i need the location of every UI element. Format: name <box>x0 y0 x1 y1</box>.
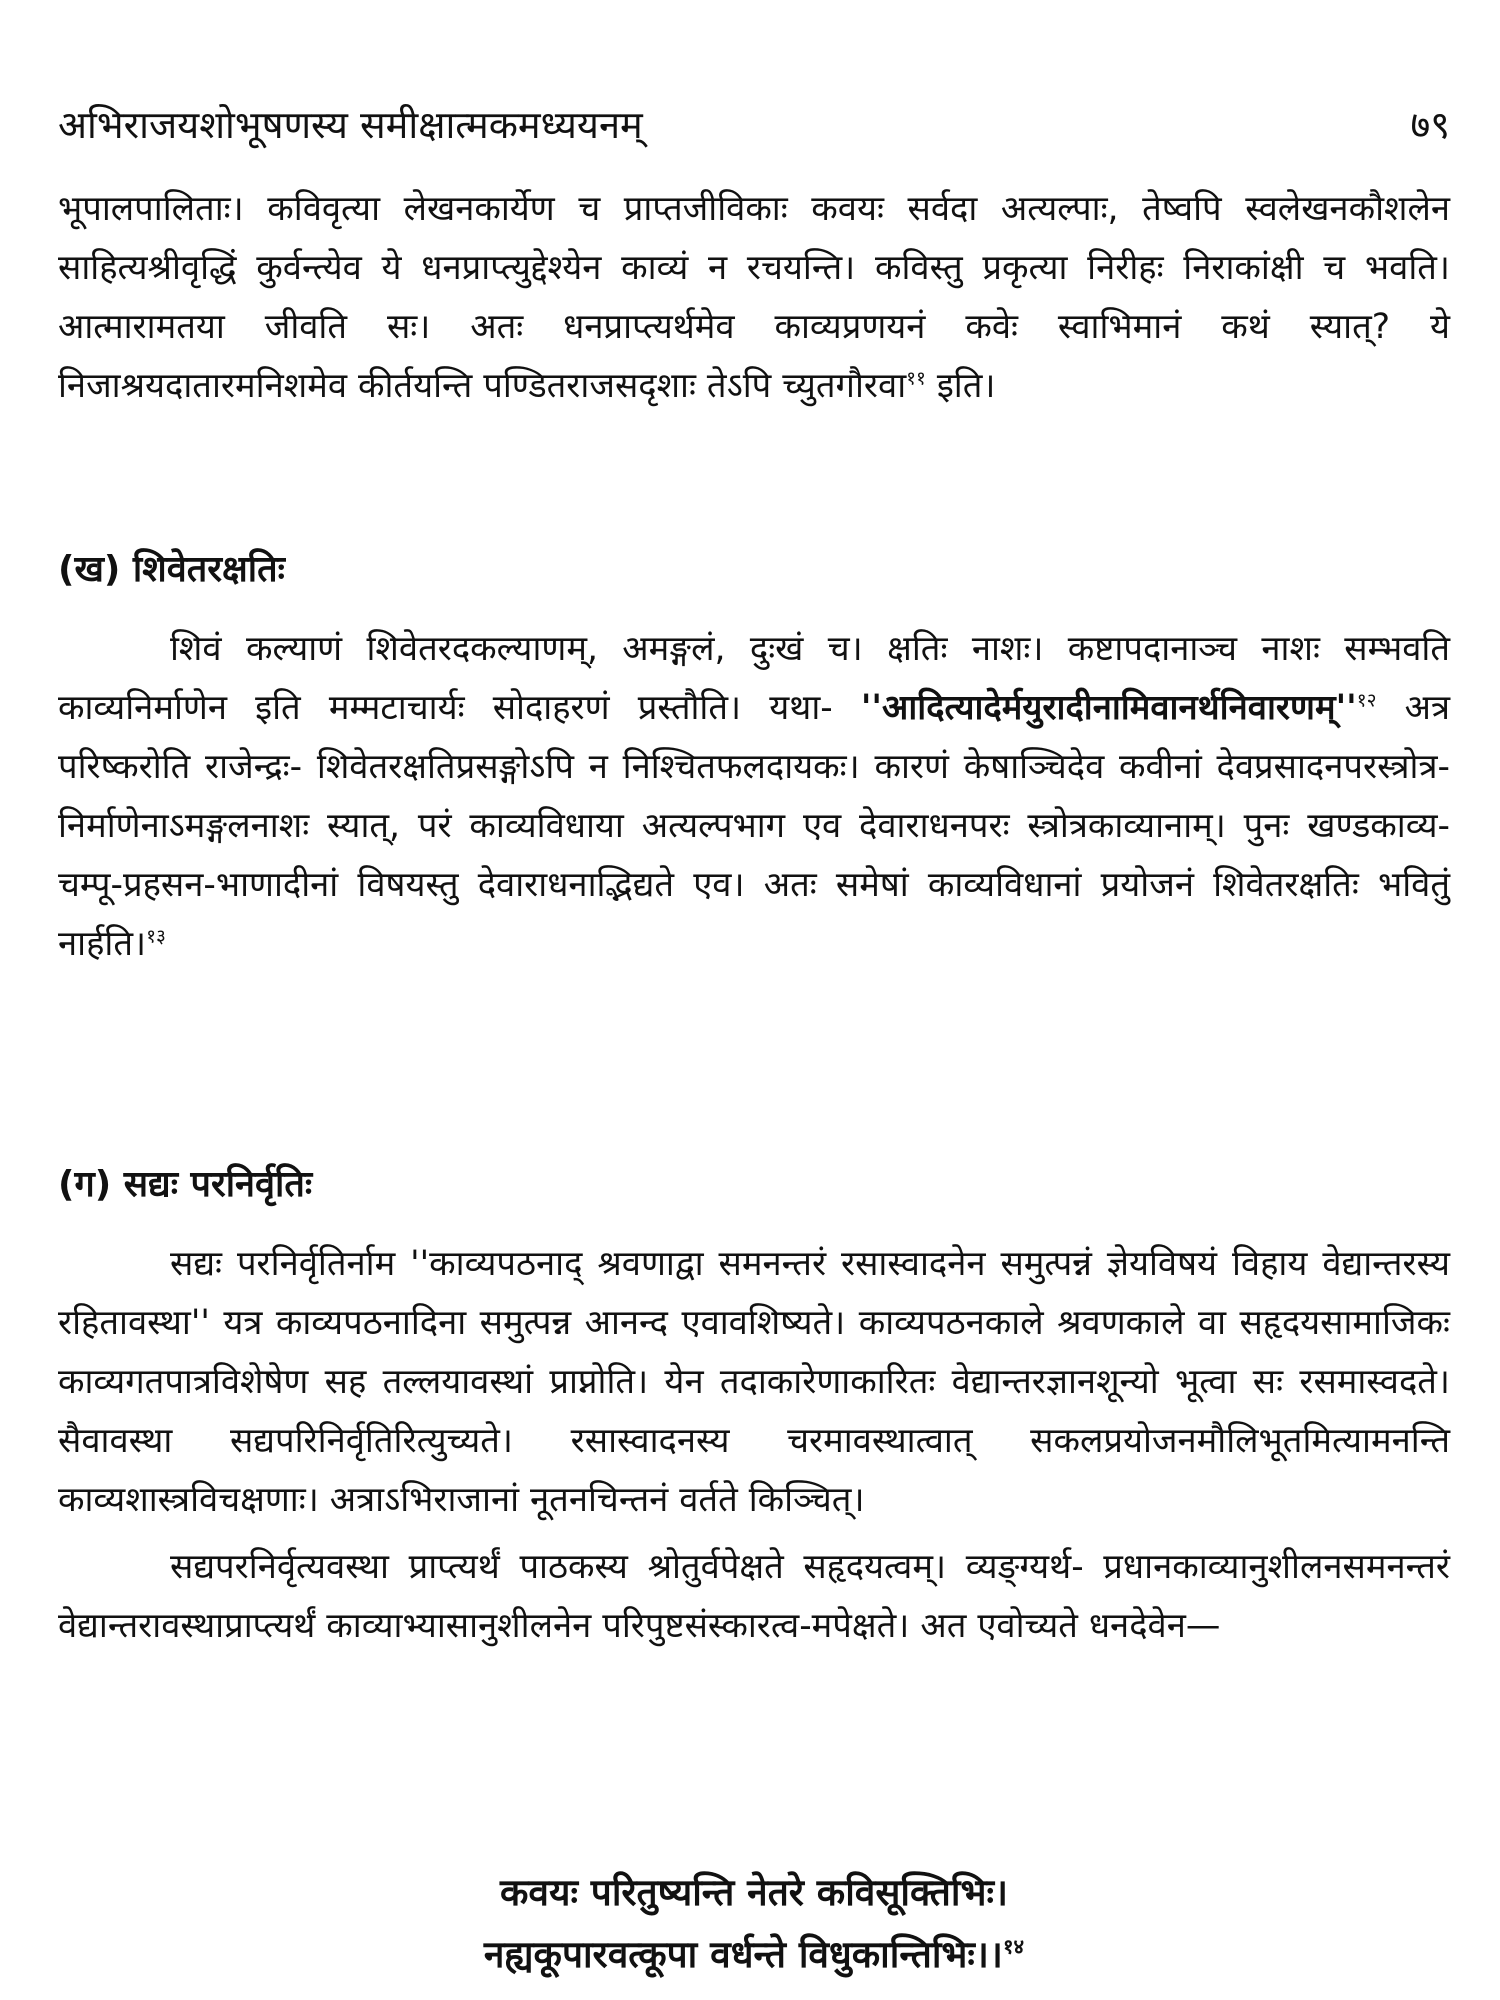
section-kha-text-after: अत्र परिष्करोति राजेन्द्रः- शिवेतरक्षतिप्रसङ्गोऽपि न निश्चितफलदायकः। कारणं केषाञ्चिदेव कवीनां देवप्रसादनपरस्त्रोत्र-निर्माणेनाऽमङ्गलनाशः स्यात्, परं काव्यविधाया अत्यल्पभाग एव देवाराधनपरः स्त्रोत्रकाव्यानाम्। पुनः खण्डकाव्य-चम्पू-प्रहसन-भाणादीनां विषयस्तु देवाराधनाद्भिद्यते एव। अतः समेषां काव्यविधानां प्रयोजनं शिवेतरक्षतिः भवितुं नार्हति। <box>58 688 1451 964</box>
section-heading-ga: (ग) सद्यः परनिर्वृतिः <box>58 1164 313 1205</box>
document-page <box>58 0 1450 2000</box>
intro-paragraph <box>58 180 1450 416</box>
section-kha <box>58 540 1450 974</box>
section-heading-kha: (ख) शिवेतरक्षतिः <box>58 549 285 590</box>
footnote-ref-13: १३ <box>146 925 166 948</box>
section-ga-paragraph-2: सद्यपरनिर्वृत्यवस्था प्राप्त्यर्थं पाठकस्य श्रोतुर्वपेक्षते सहृदयत्वम्। व्यङ्ग्यर्थ- प्रधानकाव्यानुशीलनसमनन्तरं वेद्यान्तरावस्थाप्राप्त्यर्थं काव्याभ्यासानुशीलनेन परिपुष्टसंस्कारत्व-मपेक्षते। अत एवोच्यते धनदेवेन— <box>58 1547 1450 1646</box>
intro-tail: इति। <box>925 366 996 406</box>
section-ga-paragraph-1: सद्यः परनिर्वृतिर्नाम ''काव्यपठनाद् श्रवणाद्वा समनन्तरं रसास्वादनेन समुत्पन्नं ज्ञेयविषयं विहाय वेद्यान्तरस्य रहितावस्था'' यत्र काव्यपठनादिना समुत्पन्न आनन्द एवावशिष्यते। काव्यपठनकाले श्रवणकाले वा सहृदयसामाजिकः काव्यगतपात्रविशेषेण सह तल्लयावस्थां प्राप्नोति। येन तदाकारेणाकारितः वेद्यान्तरज्ञानशून्यो भूत्वा सः रसमास्वदते। सैवावस्था सद्यपरिनिर्वृतिरित्युच्यते। रसास्वादनस्य चरमावस्थात्वात् सकलप्रयोजनमौलिभूतमित्यामनन्ति काव्यशास्त्रविचक्षणाः। अत्राऽभिराजानां नूतनचिन्तनं वर्तते किञ्चित्। <box>58 1244 1450 1520</box>
verse-line-2 <box>58 1924 1450 1986</box>
page-number: ७९ <box>1410 103 1450 147</box>
intro-text: भूपालपालिताः। कविवृत्या लेखनकार्येण च प्राप्तजीविकाः कवयः सर्वदा अत्यल्पाः, तेष्वपि स्वलेखनकौशलेन साहित्यश्रीवृद्धिं कुर्वन्त्येव ये धनप्राप्त्युद्देश्येन काव्यं न रचयन्ति। कविस्तु प्रकृत्या निरीहः निराकांक्षी च भवति। आत्मारामतया जीवति सः। अतः धनप्राप्त्यर्थमेव काव्यप्रणयनं कवेः स्वाभिमानं कथं स्यात्? ये निजाश्रयदातारमनिशमेव कीर्तयन्ति पण्डितराजसदृशाः तेऽपि च्युतगौरवा <box>58 189 1450 406</box>
section-kha-paragraph <box>58 620 1450 974</box>
footnote-ref-12: १२ <box>1356 689 1377 712</box>
verse-block <box>58 1862 1450 1986</box>
running-title: अभिराजयशोभूषणस्य समीक्षात्मकमध्ययनम् <box>58 103 643 147</box>
verse-line-2-text: नह्यकूपारवत्कूपा वर्धन्ते विधुकान्तिभिः।। <box>483 1933 1003 1976</box>
section-kha-text-before: शिवं कल्याणं शिवेतरदकल्याणम्, अमङ्गलं, दुःखं च। क्षतिः नाशः। कष्टापदानाञ्च नाशः सम्भवति काव्यनिर्माणेन इति मम्मटाचार्यः सोदाहरणं प्रस्तौति। यथा- <box>58 629 1450 728</box>
section-ga <box>58 1155 1450 1656</box>
quoted-example: ''आदित्यादेर्मयुरादीनामिवानर्थनिवारणम्'' <box>860 688 1357 728</box>
footnote-ref-14: १४ <box>1002 1934 1025 1959</box>
intro-paragraph-block <box>58 180 1450 416</box>
footnote-ref-11: ११ <box>906 367 926 390</box>
verse-line-1: कवयः परितुष्यन्ति नेतरे कविसूक्तिभिः। <box>500 1871 1008 1914</box>
page-header <box>58 98 1450 158</box>
